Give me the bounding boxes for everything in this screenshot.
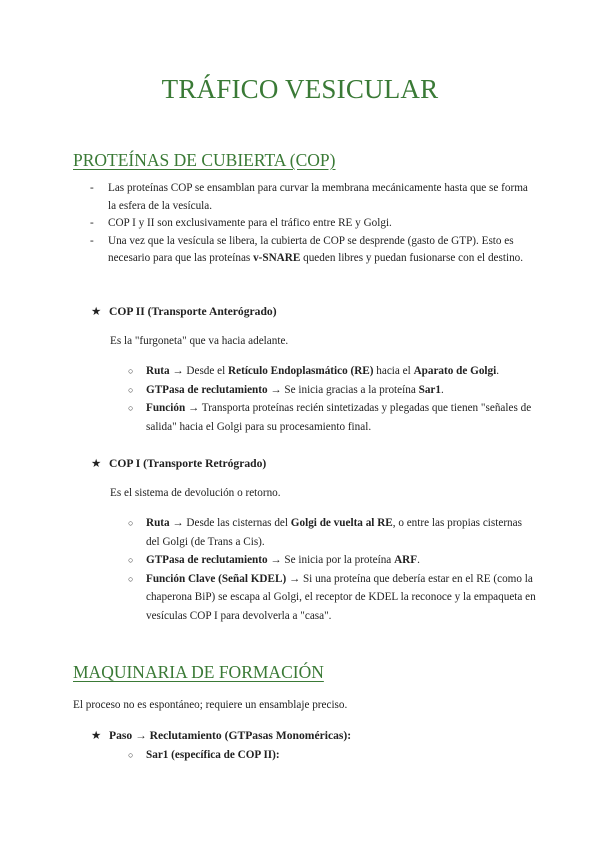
list-item: ○ Ruta → Desde las cisternas del Golgi de vuelta al RE, o entre las propias cisternas del Golgi (de Trans a Cis). (128, 514, 538, 551)
star-icon: ★ (91, 729, 102, 742)
dash-marker: - (90, 234, 94, 247)
circle-bullet-icon: ○ (128, 750, 134, 760)
circle-bullet-icon: ○ (128, 555, 134, 565)
circle-bullet-icon: ○ (128, 403, 134, 413)
cop-bullet-list (90, 180, 535, 268)
section-heading-cop: PROTEÍNAS DE CUBIERTA (COP) (73, 150, 336, 170)
list-item: ○ Sar1 (específica de COP II): (128, 746, 538, 765)
cop1-heading: ★ COP I (Transporte Retrógrado) (91, 457, 267, 470)
step-sub-list (128, 746, 538, 765)
page-title: TRÁFICO VESICULAR (161, 74, 439, 104)
circle-bullet-icon: ○ (128, 384, 134, 395)
cop1-detail-list (128, 514, 538, 625)
list-item: ○ Función Clave (Señal KDEL) → Si una proteína que debería estar en el RE (como la chaperona BiP) se escapa al Golgi, el receptor de KDEL la reconoce y la empaqueta en vesículas COP I para devolverla a "casa". (128, 570, 538, 626)
cop2-intro: Es la "furgoneta" que va hacia adelante. (110, 335, 289, 347)
list-item: - COP I y II son exclusivamente para el tráfico entre RE y Golgi. (90, 215, 535, 233)
dash-marker: - (90, 217, 94, 229)
list-item: ○ GTPasa de reclutamiento → Se inicia gracias a la proteína Sar1. (128, 381, 538, 400)
circle-bullet-icon: ○ (128, 573, 134, 584)
list-item: - Las proteínas COP se ensamblan para curvar la membrana mecánicamente hasta que se forma la esfera de la vesícula. (90, 182, 528, 212)
dash-marker: - (90, 182, 94, 194)
circle-bullet-icon: ○ (128, 518, 134, 528)
maquinaria-intro: El proceso no es espontáneo; requiere un ensamblaje preciso. (73, 699, 348, 711)
step-heading: ★ Paso → Reclutamiento (GTPasas Monoméricas): (91, 729, 352, 742)
list-item: ○ Ruta → Desde el Retículo Endoplasmático (RE) hacia el Aparato de Golgi. (128, 362, 538, 381)
cop1-intro: Es el sistema de devolución o retorno. (110, 487, 281, 499)
star-icon: ★ (91, 457, 102, 470)
star-icon: ★ (91, 305, 102, 318)
list-item: - Una vez que la vesícula se libera, la cubierta de COP se desprende (gasto de GTP). Esto es necesario para que las proteínas v-SNARE queden libres y puedan fusionarse con el destino. (90, 234, 524, 264)
section-heading-maquinaria: MAQUINARIA DE FORMACIÓN (73, 662, 324, 682)
list-item: ○ GTPasa de reclutamiento → Se inicia por la proteína ARF. (128, 551, 538, 570)
cop2-detail-list (128, 362, 538, 436)
cop2-heading: ★ COP II (Transporte Anterógrado) (91, 305, 277, 318)
circle-bullet-icon: ○ (128, 366, 134, 376)
list-item: ○ Función → Transporta proteínas recién sintetizadas y plegadas que tienen "señales de salida" hacia el Golgi para su procesamiento final. (128, 399, 538, 436)
